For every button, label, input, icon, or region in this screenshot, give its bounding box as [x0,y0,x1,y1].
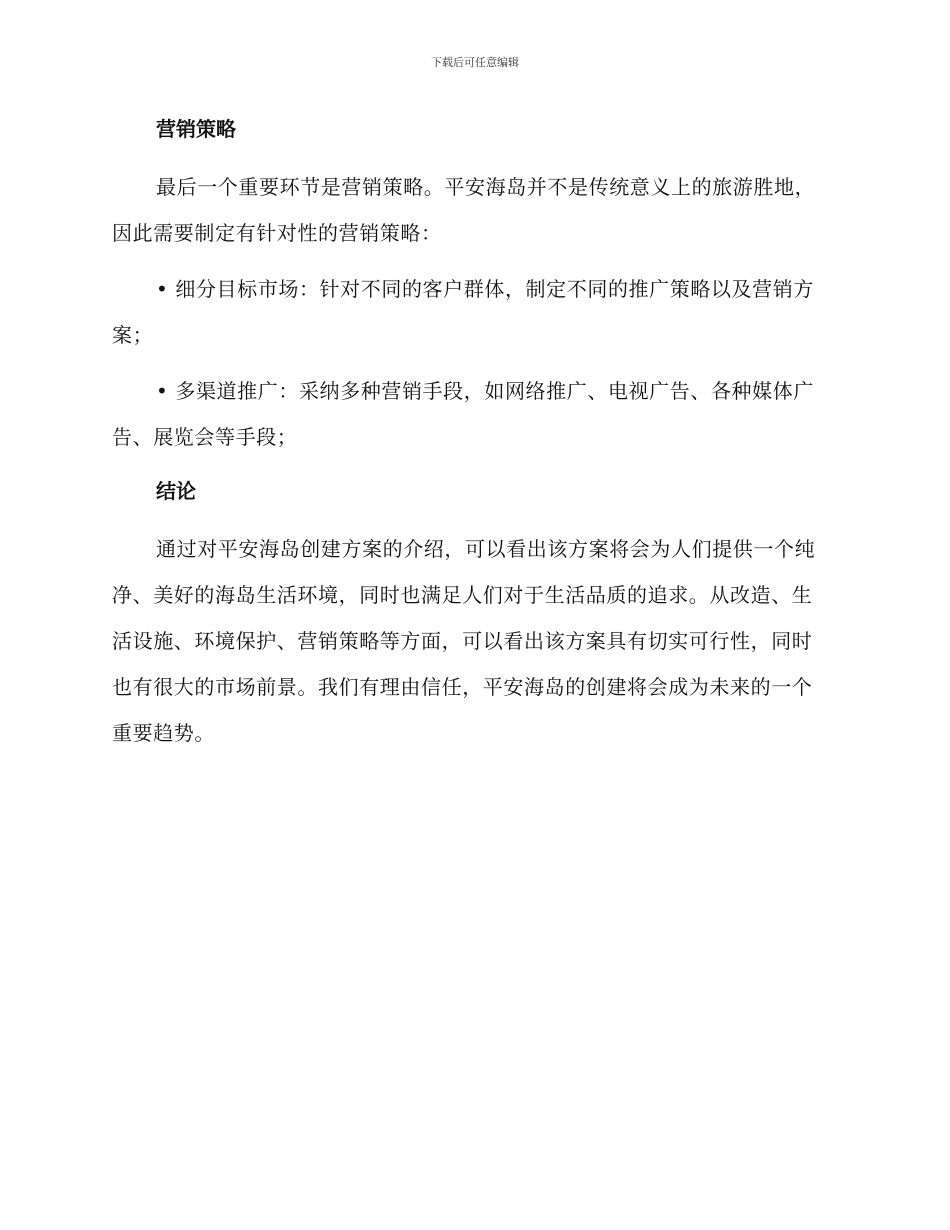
header-note: 下载后可任意编辑 [431,56,519,69]
document-body [112,112,832,766]
paragraph: 通过对平安海岛创建方案的介绍，可以看出该方案将会为人们提供一个纯净、美好的海岛生活环境，同时也满足人们对于生活品质的追求。从改造、生活设施、环境保护、营销策略等方面，可以看出该方案具有切实可行性，同时也有很大的市场前景。我们有理由信任，平安海岛的创建将会成为未来的一个重要趋势。 [112,537,816,745]
paragraph: 最后一个重要环节是营销策略。平安海岛并不是传统意义上的旅游胜地，因此需要制定有针对性的营销策略： [112,175,816,245]
section-heading: 结论 [156,479,196,503]
bullet-paragraph: • 细分目标市场：针对不同的客户群体，制定不同的推广策略以及营销方案； [112,277,814,347]
section-marketing-strategy [112,112,832,460]
section-conclusion [112,474,832,756]
section-heading: 营销策略 [156,117,236,141]
bullet-paragraph: • 多渠道推广：采纳多种营销手段，如网络推广、电视广告、各种媒体广告、展览会等手段； [112,379,814,449]
